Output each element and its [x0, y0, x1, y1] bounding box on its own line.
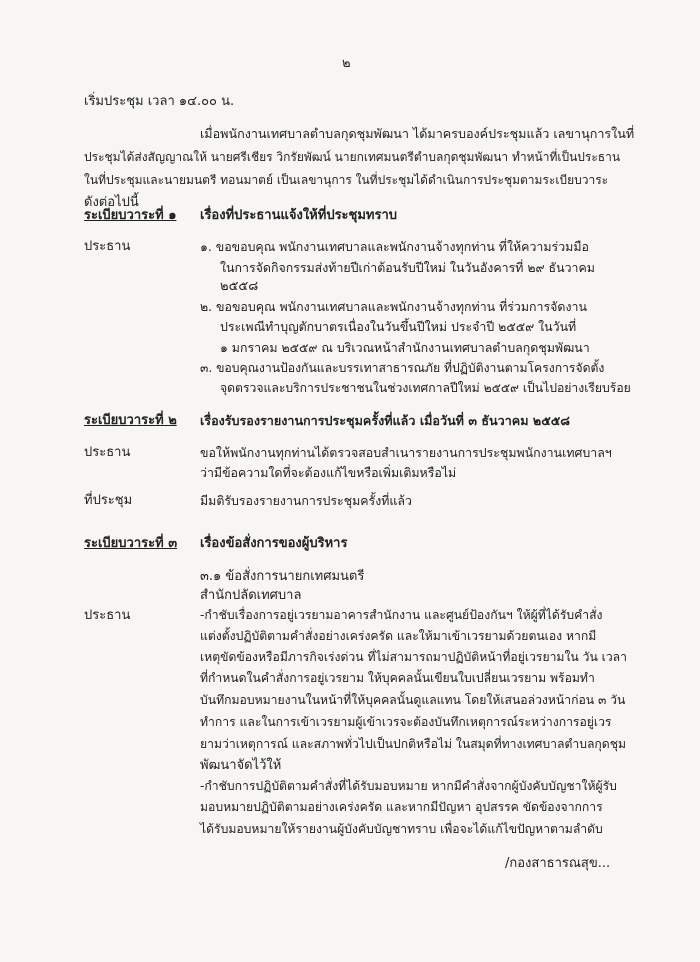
intro-line: ประชุมได้ส่งสัญญาณให้ นายศรีเชียร วิกรัยพัฒน์ นายกเทศมนตรีตำบลกุดชุมพัฒนา ทำหน้าที่เป็นประธาน [84, 150, 621, 164]
continuation-footer: /กองสาธารณสุข... [505, 856, 611, 871]
agenda-1-line: จุดตรวจและบริการประชาชนในช่วงเทศกาลปีใหม่ ๒๕๕๙ เป็นไปอย่างเรียบร้อย [220, 381, 631, 395]
intro-line: ดังต่อไปนี้ [84, 195, 139, 210]
agenda-3-label: ระเบียบวาระที่ ๓ [84, 536, 178, 551]
agenda-3-line: แต่งตั้งปฏิบัติตามคำสั่งอย่างเคร่งครัด และให้มาเข้าเวรยามด้วยตนเอง หากมี [200, 629, 597, 643]
agenda-1-speaker: ประธาน [84, 239, 131, 254]
agenda-3-line: มอบหมายปฏิบัติตามอย่างเคร่งครัด และหากมีปัญหา อุปสรรค ขัดข้องจากการ [200, 800, 603, 814]
intro-line: เมื่อพนักงานเทศบาลตำบลกุดชุมพัฒนา ได้มาครบองค์ประชุมแล้ว เลขานุการในที่ [200, 126, 635, 141]
agenda-3-line: ที่กำหนดในคำสั่งการอยู่เวรยาม ให้บุคคลนั้นเขียนใบเปลี่ยนเวรยาม พร้อมทำ [200, 671, 595, 685]
page-number: ๒ [342, 56, 351, 71]
agenda-1-line: ประเพณีทำบุญตักบาตรเนื่องในวันขึ้นปีใหม่ ประจำปี ๒๕๕๙ ในวันที่ [220, 319, 577, 334]
agenda-1-line: ๑ มกราคม ๒๕๕๙ ณ บริเวณหน้าสำนักงานเทศบาลตำบลกุดชุมพัฒนา [220, 340, 590, 355]
agenda-2-line: ว่ามีข้อความใดที่จะต้องแก้ไขหรือเพิ่มเติมหรือไม่ [200, 465, 457, 480]
agenda-3-sub: สำนักปลัดเทศบาล [200, 588, 302, 603]
intro-line: ในที่ประชุมและนายมนตรี ทอนมาตย์ เป็นเลขานุการ ในที่ประชุมได้ดำเนินการประชุมตามระเบียบวาระ [84, 173, 609, 187]
agenda-2-resolution: มีมติรับรองรายงานการประชุมครั้งที่แล้ว [200, 493, 412, 508]
agenda-3-line: ยามว่าเหตุการณ์ และสภาพทั่วไปเป็นปกติหรือไม่ ในสมุดที่ทางเทศบาลตำบลกุดชุม [200, 737, 627, 751]
agenda-3-line: เหตุขัดข้องหรือมีภารกิจเร่งด่วน ที่ไม่สามารถมาปฏิบัติหน้าที่อยู่เวรยามใน วัน เวลา [200, 650, 627, 664]
agenda-1-line: ๒๕๕๘ [220, 279, 259, 294]
agenda-1-line: ๑. ขอขอบคุณ พนักงานเทศบาลและพนักงานจ้างทุกท่าน ที่ให้ความร่วมมือ [200, 239, 589, 254]
agenda-3-line: ได้รับมอบหมายให้รายงานผู้บังคับบัญชาทราบ เพื่อจะได้แก้ไขปัญหาตามลำดับ [200, 822, 603, 836]
agenda-1-title: เรื่องที่ประธานแจ้งให้ที่ประชุมทราบ [200, 208, 398, 223]
agenda-1-line: ๒. ขอขอบคุณ พนักงานเทศบาลและพนักงานจ้างทุกท่าน ที่ร่วมการจัดงาน [200, 299, 587, 314]
meeting-start: เริ่มประชุม เวลา ๑๔.๐๐ น. [84, 94, 235, 109]
agenda-3-line: -กำชับการปฏิบัติตามคำสั่งที่ได้รับมอบหมาย หากมีคำสั่งจากผู้บังคับบัญชาให้ผู้รับ [200, 779, 617, 793]
agenda-3-line: -กำชับเรื่องการอยู่เวรยามอาคารสำนักงาน และศูนย์ป้องกันฯ ให้ผู้ที่ได้รับคำสั่ง [200, 608, 603, 622]
agenda-2-line: ขอให้พนักงานทุกท่านได้ตรวจสอบสำเนารายงานการประชุมพนักงานเทศบาลฯ [200, 445, 612, 460]
agenda-3-line: ทำการ และในการเข้าเวรยามผู้เข้าเวรจะต้องบันทึกเหตุการณ์ระหว่างการอยู่เวร [200, 715, 612, 729]
agenda-3-sub: ๓.๑ ข้อสั่งการนายกเทศมนตรี [200, 569, 365, 584]
agenda-2-title: เรื่องรับรองรายงานการประชุมครั้งที่แล้ว เมื่อวันที่ ๓ ธันวาคม ๒๕๕๘ [200, 413, 570, 428]
agenda-3-title: เรื่องข้อสั่งการของผู้บริหาร [200, 536, 348, 551]
agenda-3-line: บันทึกมอบหมายงานในหน้าที่ให้บุคคลนั้นดูแลแทน โดยให้เสนอล่วงหน้าก่อน ๓ วัน [200, 693, 626, 707]
agenda-1-label: ระเบียบวาระที่ ๑ [84, 208, 177, 223]
agenda-1-line: ๓. ขอบคุณงานป้องกันและบรรเทาสาธารณภัย ที่ปฏิบัติงานตามโครงการจัดตั้ง [200, 361, 605, 375]
agenda-2-label: ระเบียบวาระที่ ๒ [84, 413, 177, 428]
agenda-3-speaker: ประธาน [84, 608, 131, 623]
agenda-1-line: ในการจัดกิจกรรมส่งท้ายปีเก่าต้อนรับปีใหม่ ในวันอังคารที่ ๒๙ ธันวาคม [220, 260, 595, 275]
agenda-2-speaker: ที่ประชุม [84, 493, 133, 508]
agenda-3-line: พัฒนาจัดไว้ให้ [200, 758, 282, 773]
agenda-2-speaker: ประธาน [84, 445, 131, 460]
